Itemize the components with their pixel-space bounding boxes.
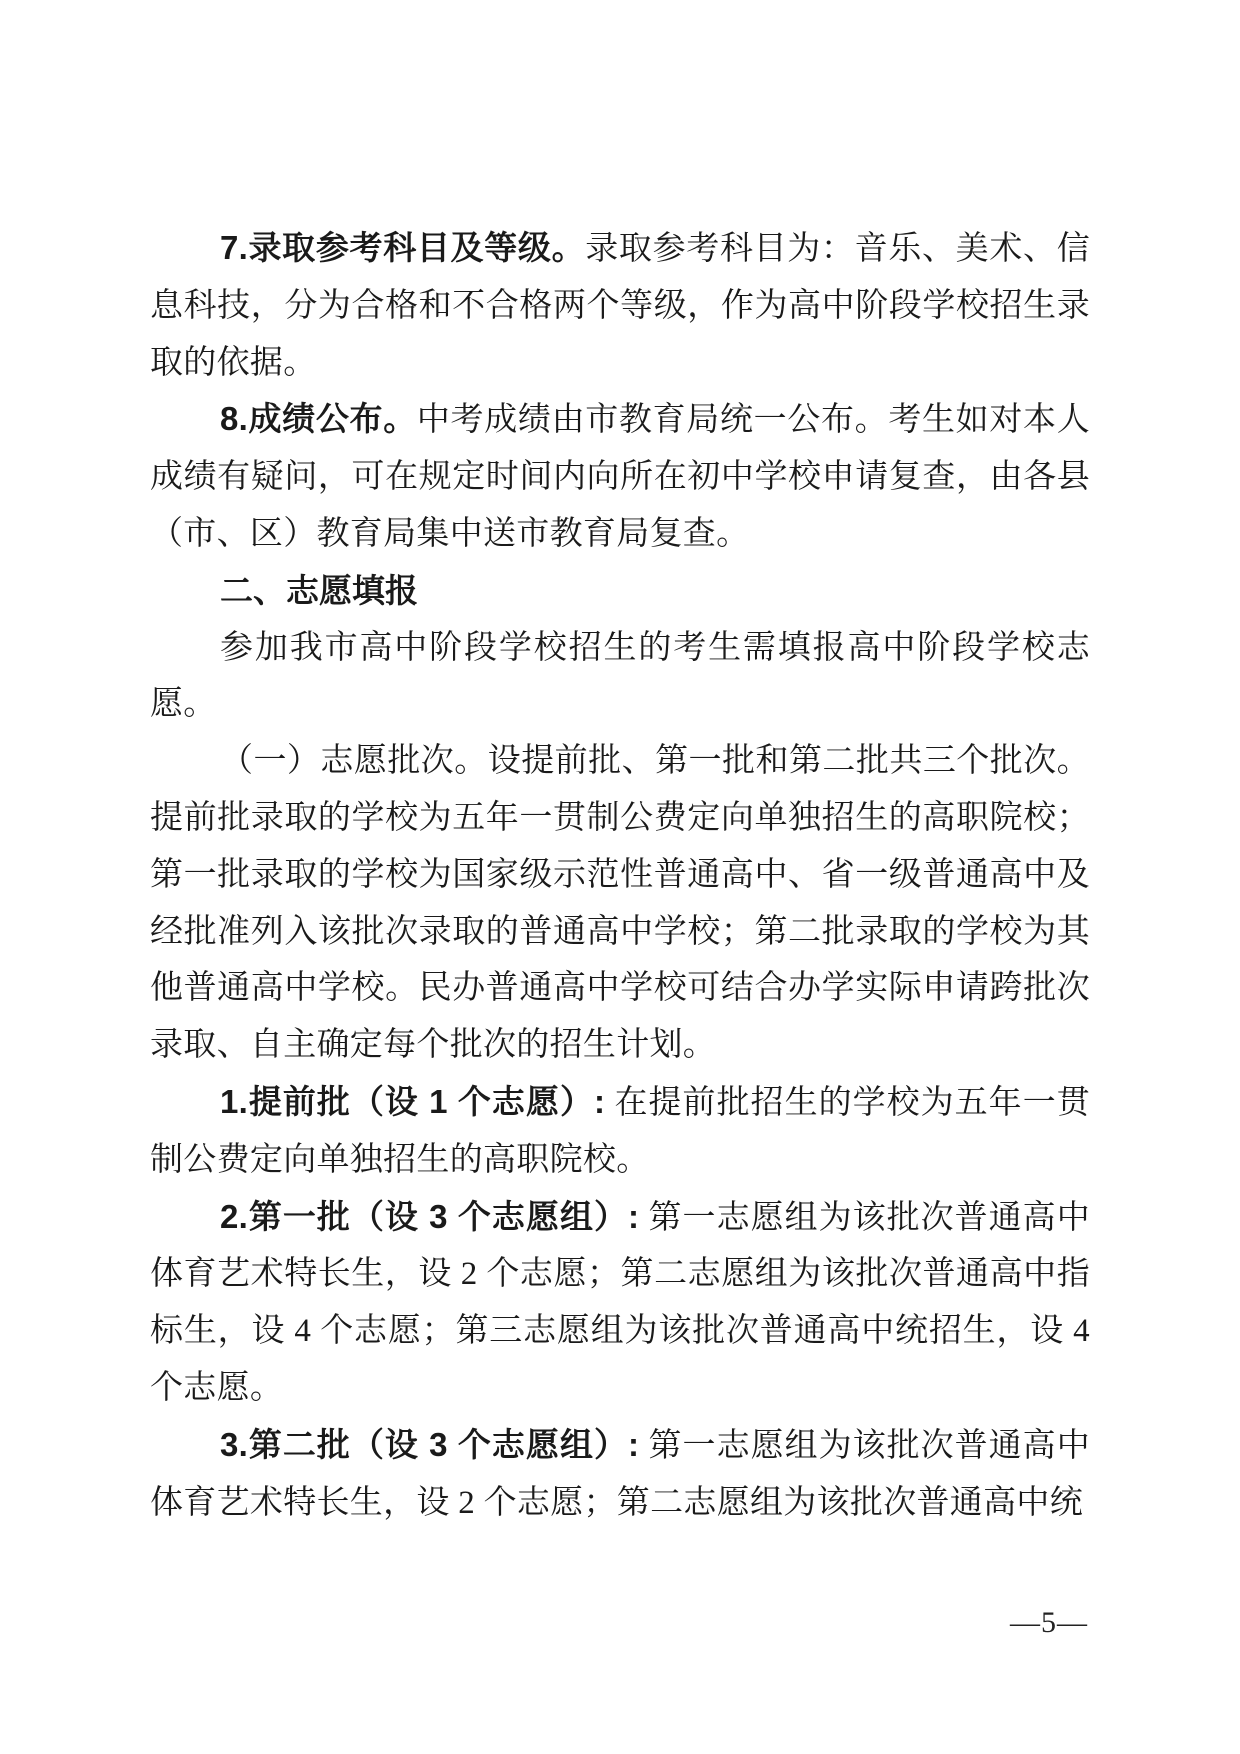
paragraph-text: 录取参考科目为：音乐、美术、信息科技，分为合格和不合格两个等级，作为高中阶段学校招生录取的依据。 — [150, 231, 1090, 381]
paragraph-lead-3: 3.第二批（设 3 个志愿组）: — [220, 1425, 640, 1463]
document-body — [150, 220, 1090, 1531]
paragraph-text: 中考成绩由市教育局统一公布。考生如对本人成绩有疑问，可在规定时间内向所在初中学校申请复查，由各县（市、区）教育局集中送市教育局复查。 — [150, 402, 1090, 552]
paragraph-lead-2: 2.第一批（设 3 个志愿组）: — [220, 1197, 640, 1235]
section-heading-volunteer-application: 二、志愿填报 — [220, 571, 418, 609]
paragraph-lead-8: 8.成绩公布。 — [220, 400, 417, 438]
paragraph-text: 第一志愿组为该批次普通高中体育艺术特长生，设 2 个志愿；第二志愿组为该批次普通高中指标生，设 4 个志愿；第三志愿组为该批次普通高中统招生，设 4 个志愿。 — [150, 1199, 1090, 1406]
paragraph-admission-reference-subjects — [150, 220, 1090, 391]
paragraph-score-release — [150, 391, 1090, 562]
paragraph-first-batch — [150, 1189, 1090, 1417]
paragraph-text: 参加我市高中阶段学校招生的考生需填报高中阶段学校志愿。 — [150, 629, 1090, 723]
paragraph-text: 第一志愿组为该批次普通高中体育艺术特长生，设 2 个志愿；第二志愿组为该批次普通高中统 — [150, 1427, 1090, 1521]
paragraph-lead-1: 1.提前批（设 1 个志愿）: — [220, 1082, 606, 1120]
paragraph-text: （一）志愿批次。设提前批、第一批和第二批共三个批次。提前批录取的学校为五年一贯制公费定向单独招生的高职院校；第一批录取的学校为国家级示范性普通高中、省一级普通高中及经批准列入该批次录取的普通高中学校；第二批录取的学校为其他普通高中学校。民办普通高中学校可结合办学实际申请跨批次录取、自主确定每个批次的招生计划。 — [150, 743, 1090, 1064]
page-number: —5— — [1010, 1606, 1088, 1639]
paragraph-advance-batch — [150, 1074, 1090, 1189]
paragraph-lead-7: 7.录取参考科目及等级。 — [220, 229, 586, 266]
paragraph-text: 在提前批招生的学校为五年一贯制公费定向单独招生的高职院校。 — [150, 1084, 1091, 1178]
paragraph-volunteer-intro — [150, 620, 1090, 734]
paragraph-second-batch — [150, 1417, 1090, 1532]
paragraph-volunteer-batches — [150, 733, 1090, 1074]
